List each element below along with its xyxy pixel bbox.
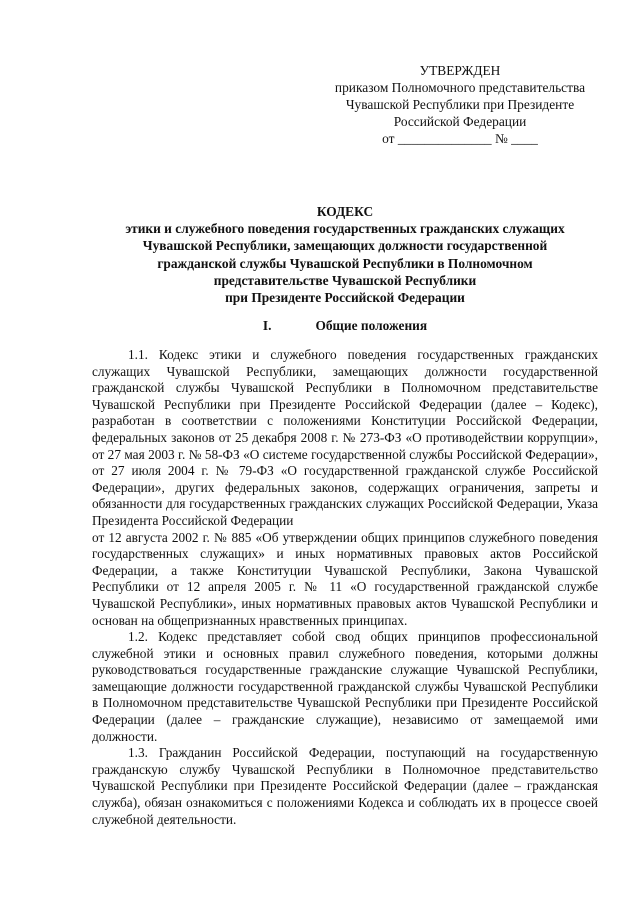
paragraph-1-2: 1.2. Кодекс представляет собой свод общих принципов профессиональной служебной этики и основных правил служебного поведения, которыми должны руководствоваться государственные гражданские служащие Чувашской Республики, замещающие должности государственной гражданской службы Чувашской Республики в Полномочном представительстве Чувашской Республики при Президенте Российской Федерации (далее – гражданские служащие), независимо от замещаемой ими должности.	[92, 629, 598, 744]
title-line: при Президенте Российской Федерации	[225, 290, 465, 306]
paragraph-1-3: 1.3. Гражданин Российской Федерации, поступающий на государственную гражданскую службу Чувашской Республики в Полномочное представительство Чувашской Республики при Президенте Российской Федерации (далее – гражданская служба), обязан ознакомиться с положениями Кодекса и соблюдать их в процессе своей служебной деятельности.	[92, 745, 598, 827]
approval-line: Российской Федерации	[393, 114, 527, 129]
document-body	[92, 347, 598, 828]
approval-line: Чувашской Республики при Президенте	[345, 97, 575, 112]
section-number: I.	[262, 318, 272, 333]
approval-stamp	[330, 62, 590, 147]
approval-date-number: от ______________ № ____	[382, 131, 538, 146]
title-line: этики и служебного поведения государственных гражданских служащих	[125, 221, 565, 237]
approval-line: приказом Полномочного представительства	[334, 80, 586, 95]
title-word: КОДЕКС	[316, 204, 374, 219]
title-line: Чувашской Республики, замещающих должности государственной	[142, 238, 548, 254]
paragraph-1-1: 1.1. Кодекс этики и служебного поведения государственных гражданских служащих Чувашской Республики, замещающих должности государственной гражданской службы Чувашской Республики в Полномочном представительстве Чувашской Республики при Президенте Российской Федерации (далее – Кодекс), разработан в соответствии с положениями Конституции Российской Федерации, федеральных законов от 25 декабря 2008 г. № 273-ФЗ «О противодействии коррупции», от 27 мая 2003 г. № 58-ФЗ «О системе государственной службы Российской Федерации», от 27 июля 2004 г. № 79-ФЗ «О государственной гражданской службе Российской Федерации», других федеральных законов, содержащих ограничения, запреты и обязанности для государственных гражданских служащих Российской Федерации, Указа Президента Российской Федерации	[92, 347, 598, 528]
approval-heading: УТВЕРЖДЕН	[419, 63, 501, 78]
document-title	[92, 203, 598, 306]
paragraph-1-1-continued: от 12 августа 2002 г. № 885 «Об утверждении общих принципов служебного поведения государственных служащих» и иных нормативных правовых актов Российской Федерации, а также Конституции Чувашской Республики, Закона Чувашской Республики от 12 апреля 2005 г. № 11 «О государственной гражданской службе Чувашской Республики», иных нормативных правовых актов Чувашской Республики и основан на общепризнанных нравственных принципах.	[92, 529, 598, 628]
section-heading	[92, 318, 598, 334]
section-title: Общие положения	[315, 318, 428, 333]
title-line: представительстве Чувашской Республики	[213, 272, 477, 288]
title-line: гражданской службы Чувашской Республики в Полномочном	[157, 255, 533, 271]
